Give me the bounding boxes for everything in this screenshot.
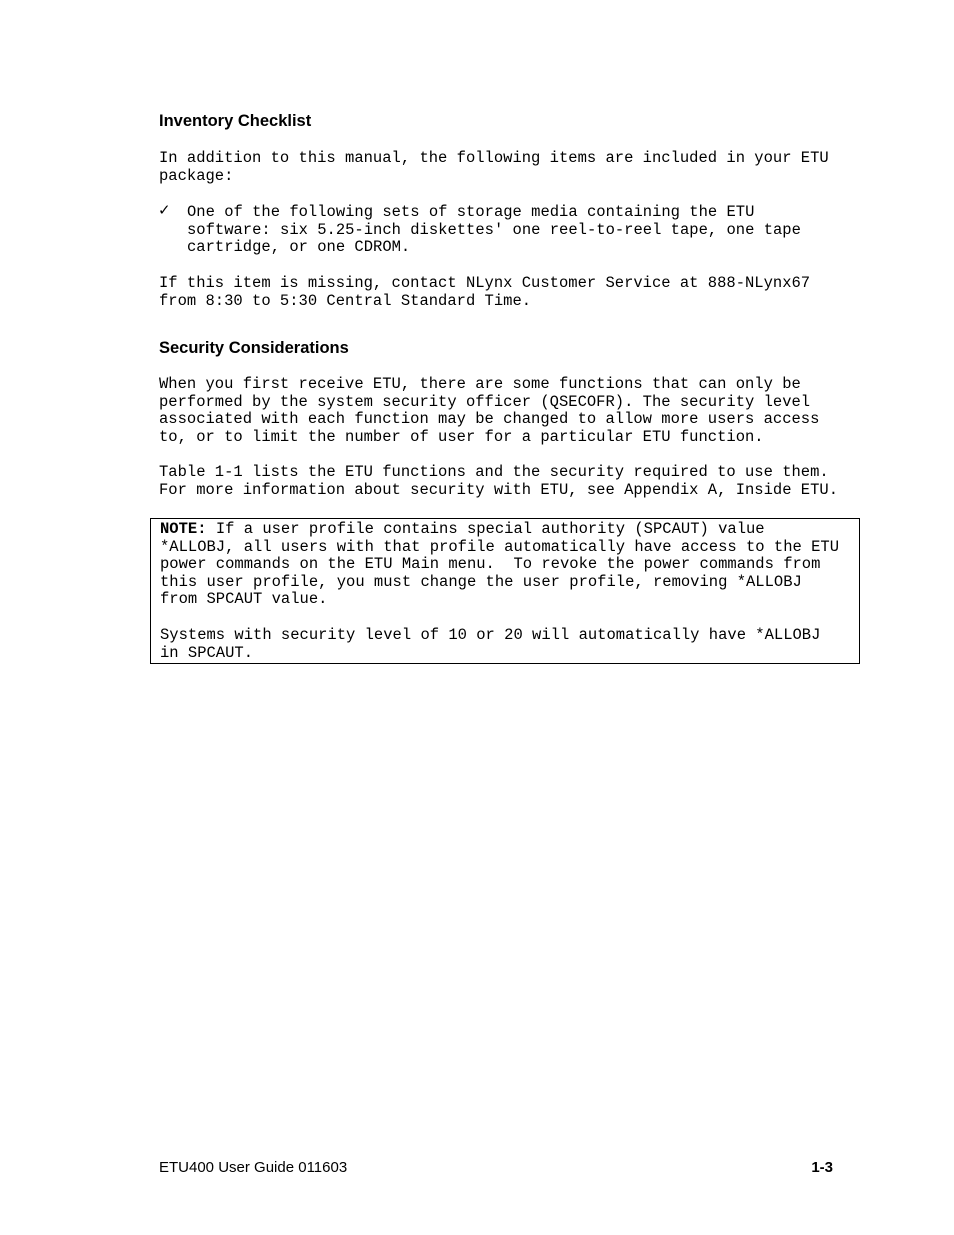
missing-item-contact-text: If this item is missing, contact NLynx Customer Service at 888-NLynx67 from 8:30 to 5:30 Central Standard Time. [159, 274, 811, 310]
inventory-checklist-heading: Inventory Checklist [159, 112, 312, 130]
security-paragraph-2: Table 1-1 lists the ETU functions and the security required to use them. For more information about security with ETU, see Appendix A, Inside ETU. [159, 463, 839, 499]
note-paragraph-2: Systems with security level of 10 or 20 will automatically have *ALLOBJ in SPCAUT. [160, 626, 821, 662]
footer-document-title: ETU400 User Guide 011603 [159, 1159, 348, 1176]
security-considerations-heading: Security Considerations [159, 339, 349, 357]
note-box [150, 518, 860, 664]
note-paragraph-1 [160, 521, 839, 609]
inventory-intro-text: In addition to this manual, the following items are included in your ETU package: [159, 149, 829, 185]
checkmark-icon: ✓ [158, 201, 171, 219]
note-label: NOTE: [160, 520, 207, 538]
note-text: If a user profile contains special authority (SPCAUT) value *ALLOBJ, all users with that profile automatically have access to the ETU power commands on the ETU Main menu. To revoke the power commands from this user profile, you must change the user profile, removing *ALLOBJ from SPCAUT value. [160, 520, 840, 609]
security-paragraph-1: When you first receive ETU, there are some functions that can only be performed by the system security officer (QSECOFR). The security level associated with each function may be changed to allow more users access to, or to limit the number of user for a particular ETU function. [159, 375, 820, 446]
footer-page-number: 1-3 [811, 1159, 833, 1176]
checklist-item-text: One of the following sets of storage media containing the ETU software: six 5.25-inch diskettes' one reel-to-reel tape, one tape cartridge, or one CDROM. [187, 203, 801, 257]
